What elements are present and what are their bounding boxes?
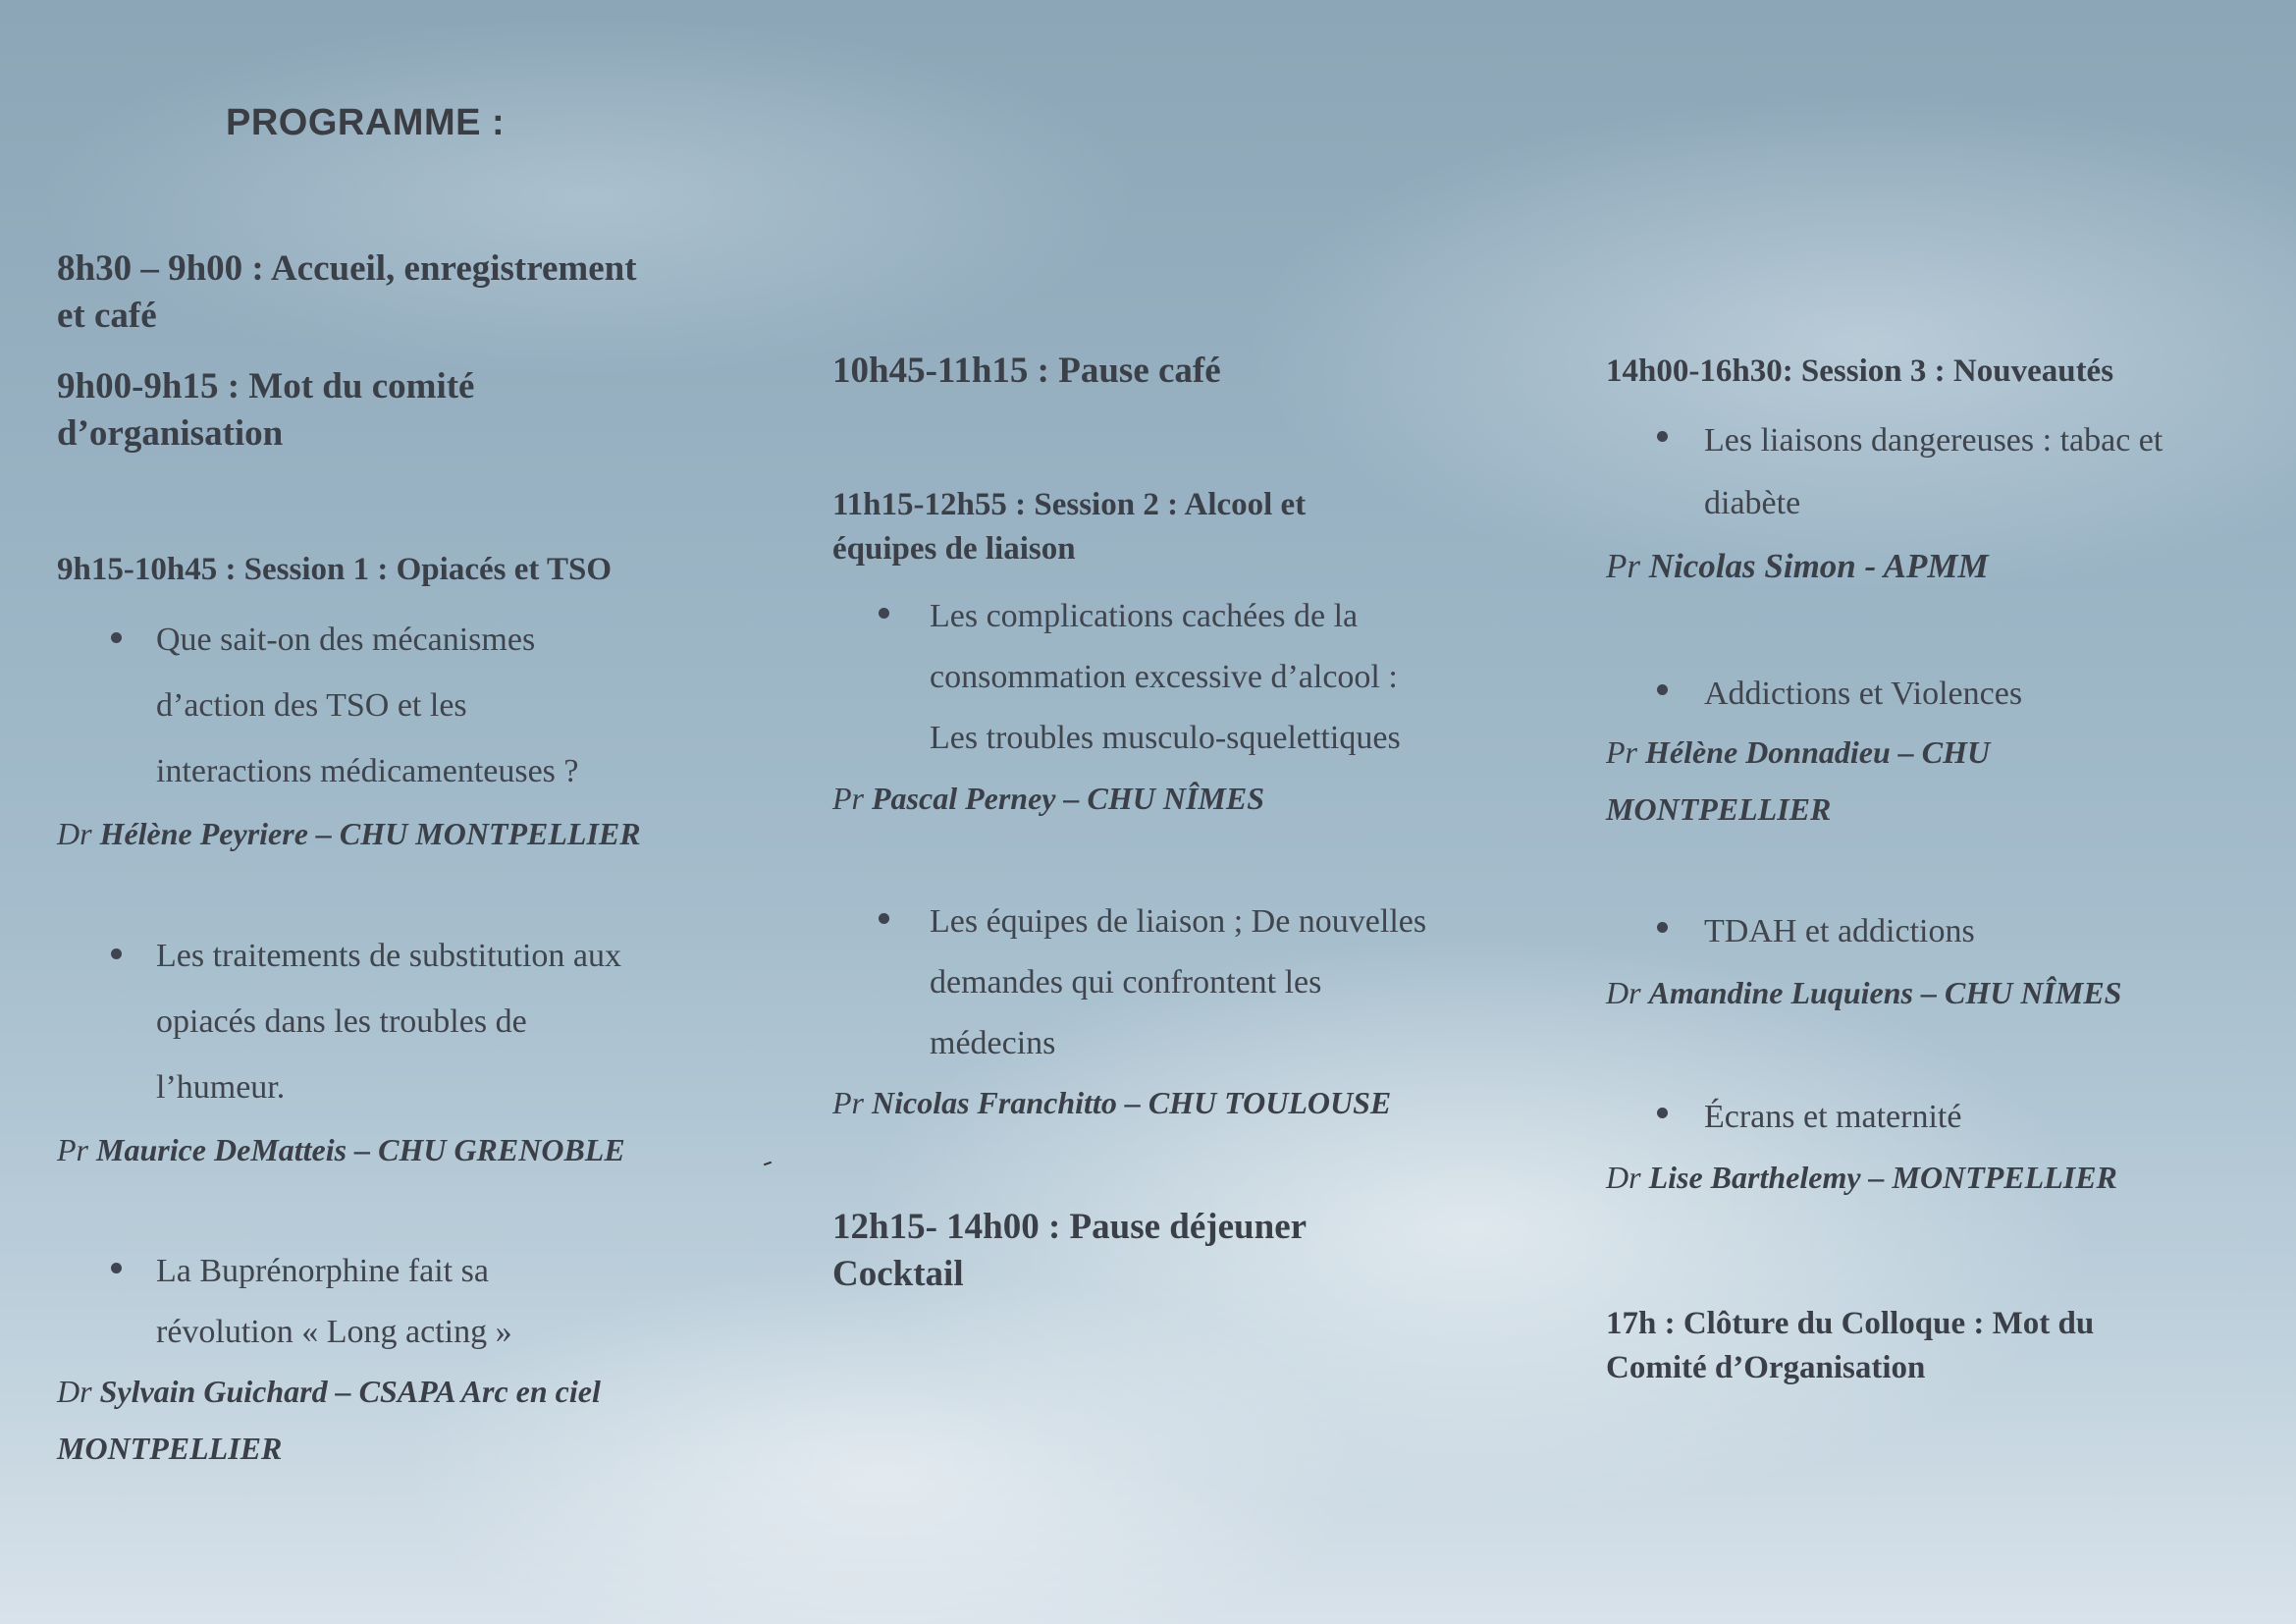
speaker-title: Dr (57, 1374, 92, 1409)
welcome-slot (57, 245, 705, 340)
session2-line-1: 11h15-12h55 : Session 2 : Alcool et (832, 487, 1307, 522)
session3-heading: 14h00-16h30: Session 3 : Nouveautés (1606, 353, 2114, 389)
talk-line: médecins (930, 1025, 1056, 1061)
speaker-title: Dr (1606, 1160, 1641, 1195)
bullet-dot (1657, 431, 1668, 442)
lunch-line-2: Cocktail (832, 1254, 964, 1294)
welcome-line-1: 8h30 – 9h00 : Accueil, enregistrement (57, 248, 637, 289)
speaker (1606, 538, 2273, 595)
talk-line: Les équipes de liaison ; De nouvelles (930, 903, 1427, 940)
speaker (832, 1074, 1480, 1131)
talk-item (1606, 409, 2273, 535)
speaker-title: Dr (1606, 975, 1641, 1010)
talk-line: Les liaisons dangereuses : tabac et (1704, 422, 2163, 459)
talk-line: Les complications cachées de la (930, 598, 1359, 634)
opening-line-1: 9h00-9h15 : Mot du comité (57, 366, 475, 406)
session2-line-2: équipes de liaison (832, 531, 1076, 567)
speaker-name: Maurice DeMatteis – CHU GRENOBLE (96, 1132, 625, 1167)
bullet-dot (111, 1263, 122, 1273)
speaker-title: Pr (832, 781, 864, 816)
talk-item (1606, 1086, 2273, 1149)
talk-item (832, 586, 1480, 769)
speaker-name: Hélène Peyriere – CHU MONTPELLIER (99, 816, 641, 851)
talk-item (57, 1241, 705, 1363)
talk-item (1606, 663, 2273, 726)
talk-line: Addictions et Violences (1704, 676, 2023, 712)
bullet-dot (111, 632, 122, 643)
speaker (57, 1363, 705, 1477)
speaker (57, 805, 705, 862)
talk-item (57, 607, 705, 804)
speaker (832, 770, 1480, 827)
talk-item (832, 892, 1480, 1074)
closing-line-2: Comité d’Organisation (1606, 1350, 1926, 1385)
speaker-name: Amandine Luquiens – CHU NÎMES (1648, 975, 2122, 1010)
opening-slot (57, 363, 705, 458)
speaker (1606, 1149, 2273, 1206)
talk-line: Écrans et maternité (1704, 1099, 1962, 1135)
speaker-name: Sylvain Guichard – CSAPA Arc en ciel (99, 1374, 601, 1409)
speaker (1606, 964, 2273, 1021)
talk-line: La Buprénorphine fait sa (156, 1253, 489, 1289)
talk-line: consommation excessive d’alcool : (930, 659, 1398, 695)
lunch-break (832, 1204, 1480, 1298)
talk-line: demandes qui confrontent les (930, 964, 1322, 1001)
bullet-dot (879, 913, 889, 924)
speaker-title: Pr (832, 1085, 864, 1120)
speaker-title: Pr (1606, 734, 1637, 770)
speaker-title: Dr (57, 816, 92, 851)
speaker-name: Pascal Perney – CHU NÎMES (872, 781, 1264, 816)
speaker (1606, 724, 2273, 838)
talk-line: Que sait-on des mécanismes (156, 622, 536, 658)
speaker (57, 1121, 705, 1178)
programme-heading: PROGRAMME : (226, 102, 506, 143)
speaker-title: Pr (57, 1132, 88, 1167)
talk-line: opiacés dans les troubles de (156, 1003, 527, 1040)
session1-heading: 9h15-10h45 : Session 1 : Opiacés et TSO (57, 552, 613, 587)
talk-line: TDAH et addictions (1704, 913, 1975, 949)
opening-line-2: d’organisation (57, 413, 284, 454)
closing-line-1: 17h : Clôture du Colloque : Mot du (1606, 1306, 2095, 1341)
speaker-name: Nicolas Simon - APMM (1648, 547, 1989, 585)
bullet-dot (1657, 1108, 1668, 1118)
talk-line: Les traitements de substitution aux (156, 938, 622, 974)
talk-line: Les troubles musculo-squelettiques (930, 720, 1401, 756)
speaker-name: Lise Barthelemy – MONTPELLIER (1648, 1160, 2117, 1195)
speaker-affiliation: MONTPELLIER (57, 1431, 283, 1466)
session2-heading (832, 483, 1480, 571)
talk-item (1606, 900, 2273, 963)
talk-line: révolution « Long acting » (156, 1314, 512, 1350)
speaker-name: Hélène Donnadieu – CHU (1645, 734, 1991, 770)
stray-mark (764, 1162, 772, 1166)
closing-slot (1606, 1302, 2273, 1390)
talk-line: diabète (1704, 485, 1801, 521)
coffee-break: 10h45-11h15 : Pause café (832, 351, 1221, 391)
welcome-line-2: et café (57, 296, 157, 336)
speaker-title: Pr (1606, 547, 1640, 585)
bullet-dot (879, 608, 889, 619)
bullet-dot (1657, 684, 1668, 695)
talk-item (57, 923, 705, 1120)
speaker-name: Nicolas Franchitto – CHU TOULOUSE (872, 1085, 1392, 1120)
talk-line: interactions médicamenteuses ? (156, 753, 579, 789)
lunch-line-1: 12h15- 14h00 : Pause déjeuner (832, 1207, 1308, 1247)
bullet-dot (111, 948, 122, 959)
bullet-dot (1657, 922, 1668, 933)
talk-line: d’action des TSO et les (156, 687, 467, 724)
talk-line: l’humeur. (156, 1069, 286, 1106)
speaker-affiliation: MONTPELLIER (1606, 791, 1832, 827)
